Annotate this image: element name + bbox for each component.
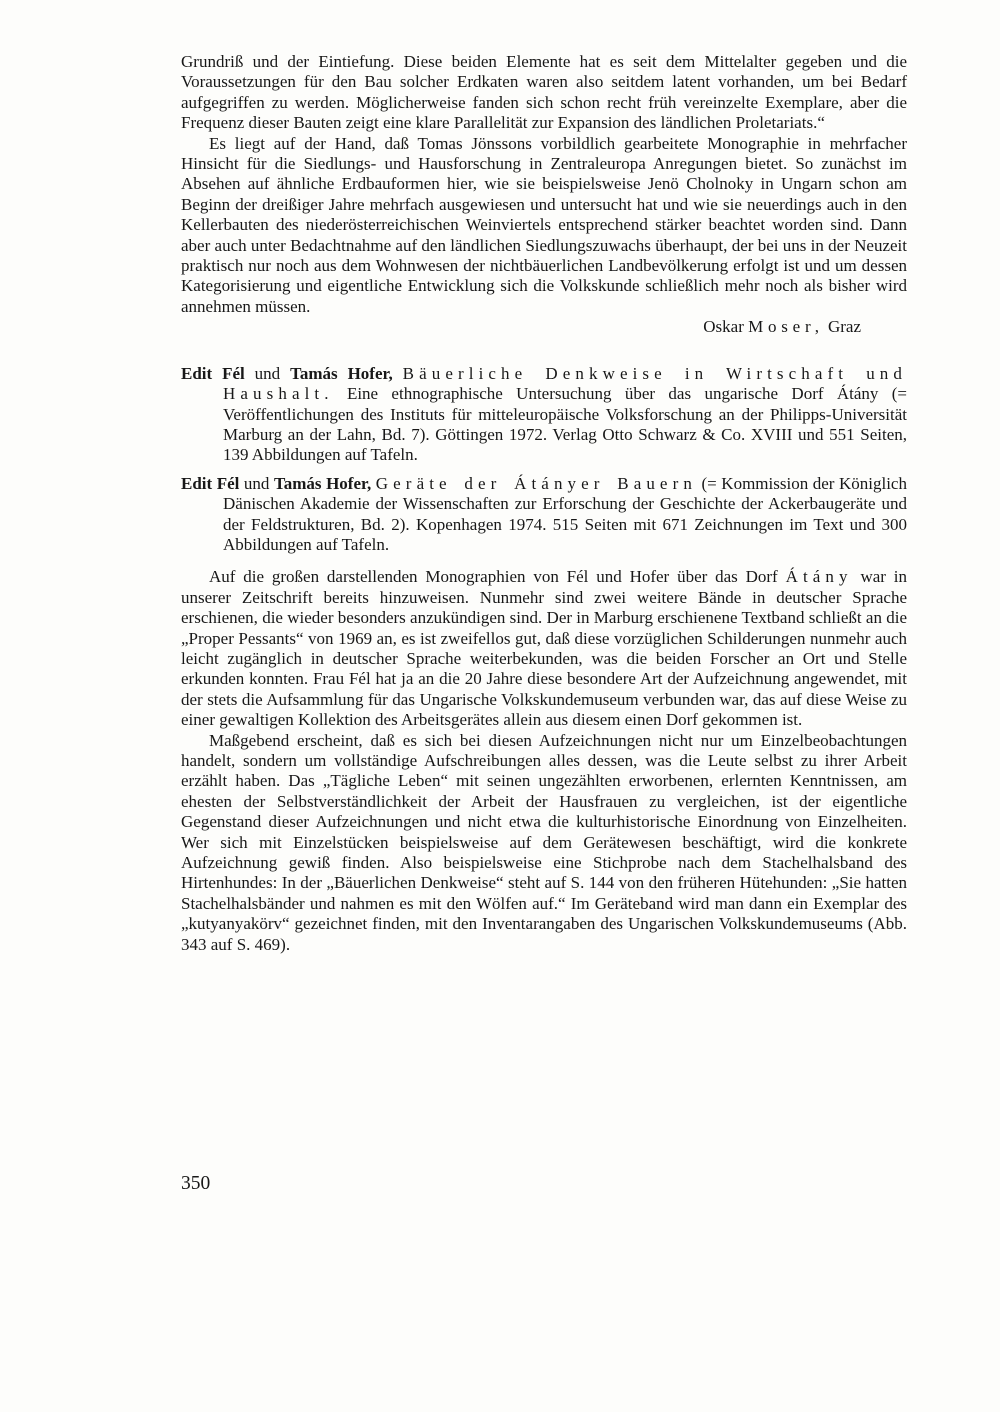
bib2-author-2: Tamás Hofer, [273, 473, 372, 493]
signer-place: Graz [827, 317, 861, 337]
bibliography-entry-2 [181, 474, 907, 556]
review-p1-text-before: Auf die großen darstellenden Monographien von Fél und Hofer über das Dorf [209, 567, 778, 587]
bib2-conjunction: und [243, 473, 270, 493]
signer-first-name: Oskar [703, 317, 744, 337]
bib1-author-2: Tamás Hofer, [290, 363, 393, 383]
reviewer-signature [181, 317, 861, 337]
page-number: 350 [181, 1173, 211, 1194]
review-p1-text-after: war in unserer Zeitschrift bereits hinzuweisen. Nunmehr sind zwei weitere Bände in deutscher Sprache erschienen, die wieder besonders anzukündigen sind. Der in Marburg erschienene Textband schließt an die „Proper Pessants“ von 1969 an, es ist zweifellos gut, daß diese vorzüglichen Schilderungen nunmehr auch leicht zugänglich in deutscher Sprache weiterbekunden, was die beiden Forscher an Ort und Stelle erkunden konnten. Frau Fél hat ja an die 20 Jahre diese besondere Art der Aufzeichnung angewendet, mit der stets die Aufsammlung für das Ungarische Volkskundemuseum verbunden war, das auf diese Weise zu einer gewaltigen Kollektion des Arbeitsgerätes allein aus diesem einen Dorf gekommen ist. [181, 567, 908, 730]
signer-last-name: Moser, [748, 317, 824, 337]
bib1-book-title: Bäuerliche Denkweise in Wirtschaft und Haushalt. [223, 363, 907, 404]
bib2-publication-details: (= Kommission der Königlich Dänischen Akademie der Wissenschaften zur Erforschung der Geschichte der Ackerbaugeräte und der Feldstrukturen, Bd. 2). Kopenhagen 1974. 515 Seiten mit 671 Zeichnungen im Text und 300 Abbildungen auf Tafeln. [223, 473, 907, 554]
fel-hofer-review-paragraph-1 [181, 567, 907, 730]
bib1-publication-details: Eine ethnographische Untersuchung über das ungarische Dorf Átány (= Veröffentlichungen des Instituts für mitteleuropäische Volksforschung an der Philipps-Universität Marburg an der Lahn, Bd. 7). Göttingen 1972. Verlag Otto Schwarz & Co. XVIII und 551 Seiten, 139 Abbildungen auf Tafeln. [223, 384, 907, 465]
fel-hofer-review-paragraph-2: Maßgebend erscheint, daß es sich bei diesen Aufzeichnungen nicht nur um Einzelbeobachtungen handelt, sondern um vollständige Aufschreibungen alles dessen, was die Leute selbst zu ihrer Arbeit erzählt haben. Das „Tägliche Leben“ mit seinen ungezählten erworbenen, erlernten Kenntnissen, am ehesten der Selbstverständlichkeit der Arbeit der Hausfrauen zu vergleichen, ist der eigentliche Gegenstand dieser Aufzeichnungen und nicht etwa die kulturhistorische Einordnung von Einzelheiten. Wer sich mit Einzelstücken beispielsweise auf dem Gerätewesen beschäftigt, wird die konkrete Aufzeichnung gewiß finden. Also beispielsweise eine Stichprobe nach dem Stachelhalsband des Hirtenhundes: In der „Bäuerlichen Denkweise“ steht auf S. 144 von den früheren Hütehunden: „Sie hatten Stachelhalsbänder und nahmen es mit den Wölfen auf.“ Im Geräteband wird man dann ein Exemplar des „kutyanyakörv“ gezeichnet finden, mit den Inventarangaben des Ungarischen Volkskundemuseums (Abb. 343 auf S. 469). [181, 730, 907, 954]
moser-review-paragraph-continuation: Grundriß und der Eintiefung. Diese beiden Elemente hat es seit dem Mittelalter gegeben und die Voraussetzungen für den Bau solcher Erdkaten waren also seitdem latent vorhanden, um bei Bedarf aufgegriffen zu werden. Möglicherweise fanden sich schon recht früh vereinzelte Exemplare, aber die Frequenz dieser Bauten zeigt eine klare Parallelität zur Expansion des ländlichen Proletariats.“ [181, 52, 907, 133]
village-name-spaced: Átány [785, 567, 853, 587]
text-block [181, 52, 907, 955]
bib1-conjunction: und [254, 363, 281, 383]
bib2-book-title: Geräte der Átányer Bauern [375, 473, 697, 493]
moser-review-paragraph: Es liegt auf der Hand, daß Tomas Jönssons vorbildlich gearbeitete Monographie in mehrfacher Hinsicht für die Siedlungs- und Hausforschung in Zentraleuropa Anregungen bietet. So zunächst im Absehen auf ähnliche Erdbauformen hier, wie sie beispielsweise Jenö Cholnoky in Ungarn schon am Beginn der dreißiger Jahre mehrfach ausgewiesen und untersucht hat und wie sie neuerdings auch in den Kellerbauten des niederösterreichischen Weinviertels entsprechend stärker beachtet worden sind. Dann aber auch unter Bedachtnahme auf den ländlichen Siedlungszuwachs überhaupt, der bei uns in der Neuzeit praktisch nur noch aus dem Wohnwesen der nichtbäuerlichen Landbevölkerung erfolgt ist und um dessen Kategorisierung und eigentliche Entwicklung sich die Volkskunde schließlich mehr noch als bisher wird annehmen müssen. [181, 133, 907, 316]
bib1-author-1: Edit Fél [181, 363, 245, 383]
bib2-author-1: Edit Fél [181, 473, 240, 493]
bibliography-entry-1 [181, 364, 907, 466]
